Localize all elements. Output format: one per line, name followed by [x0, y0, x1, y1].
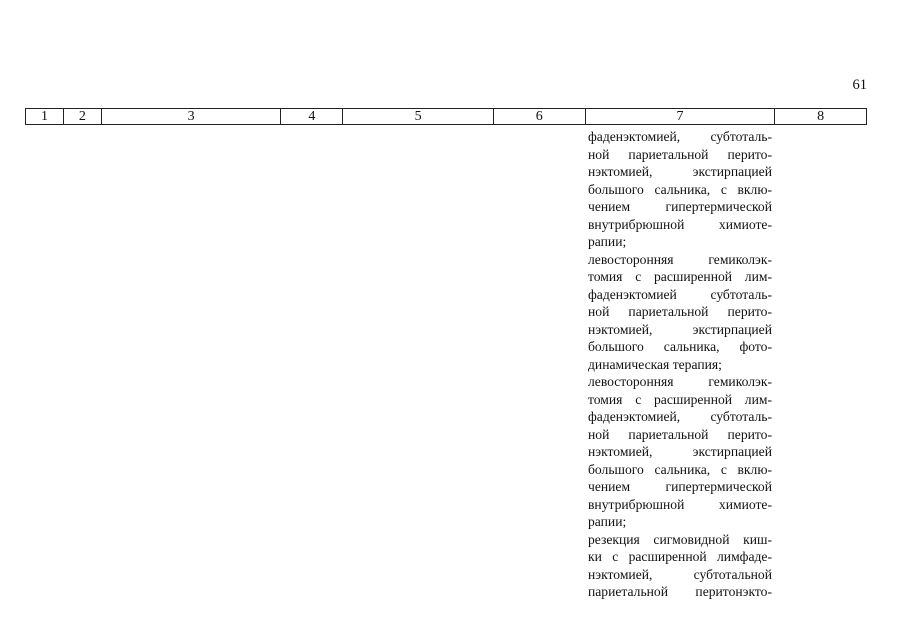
column-7-text-line: томия с расширенной лим- [588, 269, 772, 284]
column-7-text-line: ной париетальной перито- [588, 146, 772, 162]
column-7-text-line: рапии; [588, 234, 627, 249]
column-7-text-line: нэктомией, экстирпацией [588, 321, 772, 337]
column-7-text-line: рапии; [588, 514, 627, 529]
column-header-7: 7 [586, 109, 776, 124]
column-7-text-line: фаденэктомией, субтоталь- [588, 409, 772, 424]
column-7-text-line: динамическая терапия; [588, 356, 722, 372]
column-header-8: 8 [817, 109, 825, 124]
column-7-text-line: большого сальника, с вклю- [588, 461, 772, 477]
column-7-text-line: париетальной перитонэкто- [588, 584, 772, 599]
column-header-5: 5 [343, 109, 494, 124]
column-header-1: 1 [26, 109, 64, 124]
column-7-text-line: нэктомией, экстирпацией [588, 444, 772, 459]
column-7-text-line: большого сальника, с вклю- [588, 181, 772, 197]
column-7-text-line: левосторонняя гемиколэк- [588, 374, 772, 389]
column-7-content [588, 128, 772, 601]
column-7-text-line: фаденэктомией субтоталь- [588, 286, 772, 302]
column-7-text-line: нэктомией, субтотальной [588, 566, 772, 582]
column-7-text-line: фаденэктомией, субтоталь- [588, 129, 772, 144]
page-number: 61 [852, 77, 867, 93]
column-7-text-line: внутрибрюшной химиоте- [588, 216, 772, 232]
column-7-text-line: левосторонняя гемиколэк- [588, 251, 772, 267]
column-7-text-line: ки с расширенной лимфаде- [588, 549, 772, 564]
column-7-text-line: ной париетальной перито- [588, 304, 772, 319]
column-7-text-line: томия с расширенной лим- [588, 391, 772, 407]
column-header-3: 3 [102, 109, 282, 124]
column-7-text-line: большого сальника, фото- [588, 339, 772, 354]
column-7-text-line: ной париетальной перито- [588, 426, 772, 442]
column-7-text-line: чением гипертермической [588, 479, 772, 494]
column-7-text-line: внутрибрюшной химиоте- [588, 496, 772, 512]
column-header-2: 2 [64, 109, 102, 124]
table-header-row [25, 108, 867, 125]
column-7-text-line: чением гипертермической [588, 199, 772, 214]
column-header-4: 4 [281, 109, 343, 124]
column-7-text-line: нэктомией, экстирпацией [588, 164, 772, 179]
column-7-text-line: резекция сигмовидной киш- [588, 531, 772, 547]
column-header-6: 6 [494, 109, 586, 124]
